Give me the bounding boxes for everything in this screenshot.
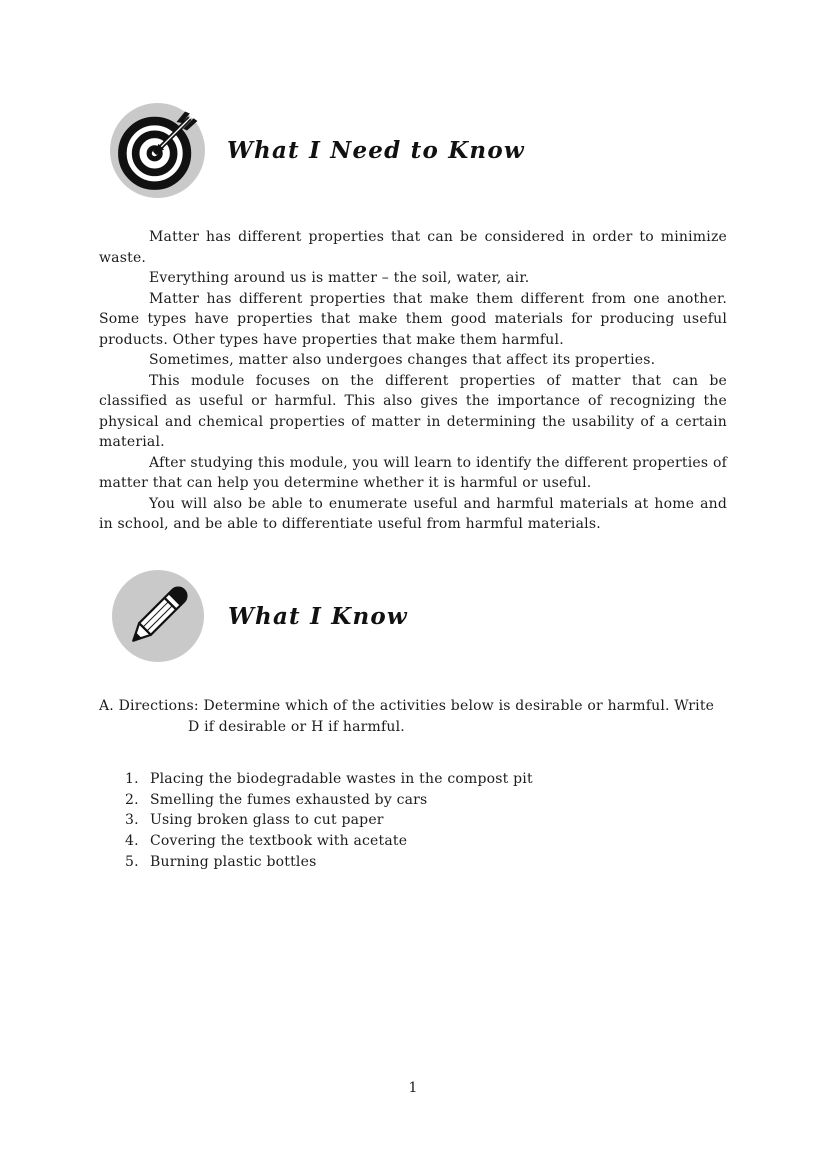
list-item-text: Burning plastic bottles	[150, 853, 317, 870]
paragraph-1: Matter has different properties that can be considered in order to minimize waste.	[99, 229, 727, 266]
directions-block	[99, 696, 735, 738]
paragraph-5: This module focuses on the different properties of matter that can be classified as useful or harmful. This also gives the importance of recognizing the physical and chemical properties of matter in determining the usability of a certain material.	[99, 372, 727, 450]
section-title-what-i-know: What I Know	[228, 602, 408, 630]
list-item-text: Placing the biodegradable wastes in the compost pit	[150, 771, 533, 787]
paragraph-3: Matter has different properties that make them different from one another. Some types have properties that make them good materials for producing useful products. Other types have properties that make them harmful.	[99, 290, 727, 348]
paragraph-6: After studying this module, you will learn to identify the different properties of matter that can help you determine whether it is harmful or useful.	[99, 454, 727, 491]
target-icon	[110, 103, 205, 198]
paragraph-4: Sometimes, matter also undergoes changes that affect its properties.	[149, 352, 656, 368]
directions-label: A. Directions:	[99, 698, 199, 714]
list-item-number: 5.	[125, 853, 139, 870]
list-item-number: 2.	[125, 791, 139, 808]
activity-list	[125, 769, 533, 873]
directions-text-line2: D if desirable or H if harmful.	[188, 719, 405, 735]
paragraph-2: Everything around us is matter – the soil, water, air.	[149, 270, 530, 286]
list-item-text: Covering the textbook with acetate	[150, 833, 408, 850]
section-header-what-i-know	[112, 570, 408, 662]
paragraph-7: You will also be able to enumerate useful and harmful materials at home and in school, and be able to differentiate useful from harmful materials.	[99, 495, 727, 532]
intro-paragraphs	[99, 227, 727, 535]
directions-text-line1: Determine which of the activities below is desirable or harmful. Write	[203, 698, 715, 714]
section-title-what-i-need-to-know: What I Need to Know	[227, 137, 525, 164]
list-item	[125, 810, 533, 831]
section-header-what-i-need-to-know	[110, 103, 525, 198]
list-item-number: 3.	[125, 812, 139, 829]
list-item-text: Smelling the fumes exhausted by cars	[150, 791, 428, 808]
page-number: 1	[408, 1080, 418, 1096]
list-item-number: 1.	[125, 771, 139, 787]
list-item-text: Using broken glass to cut paper	[150, 812, 384, 829]
list-item	[125, 769, 533, 790]
pencil-icon	[112, 570, 204, 662]
list-item	[125, 852, 533, 873]
list-item	[125, 790, 533, 811]
list-item-number: 4.	[125, 833, 139, 850]
list-item	[125, 831, 533, 852]
